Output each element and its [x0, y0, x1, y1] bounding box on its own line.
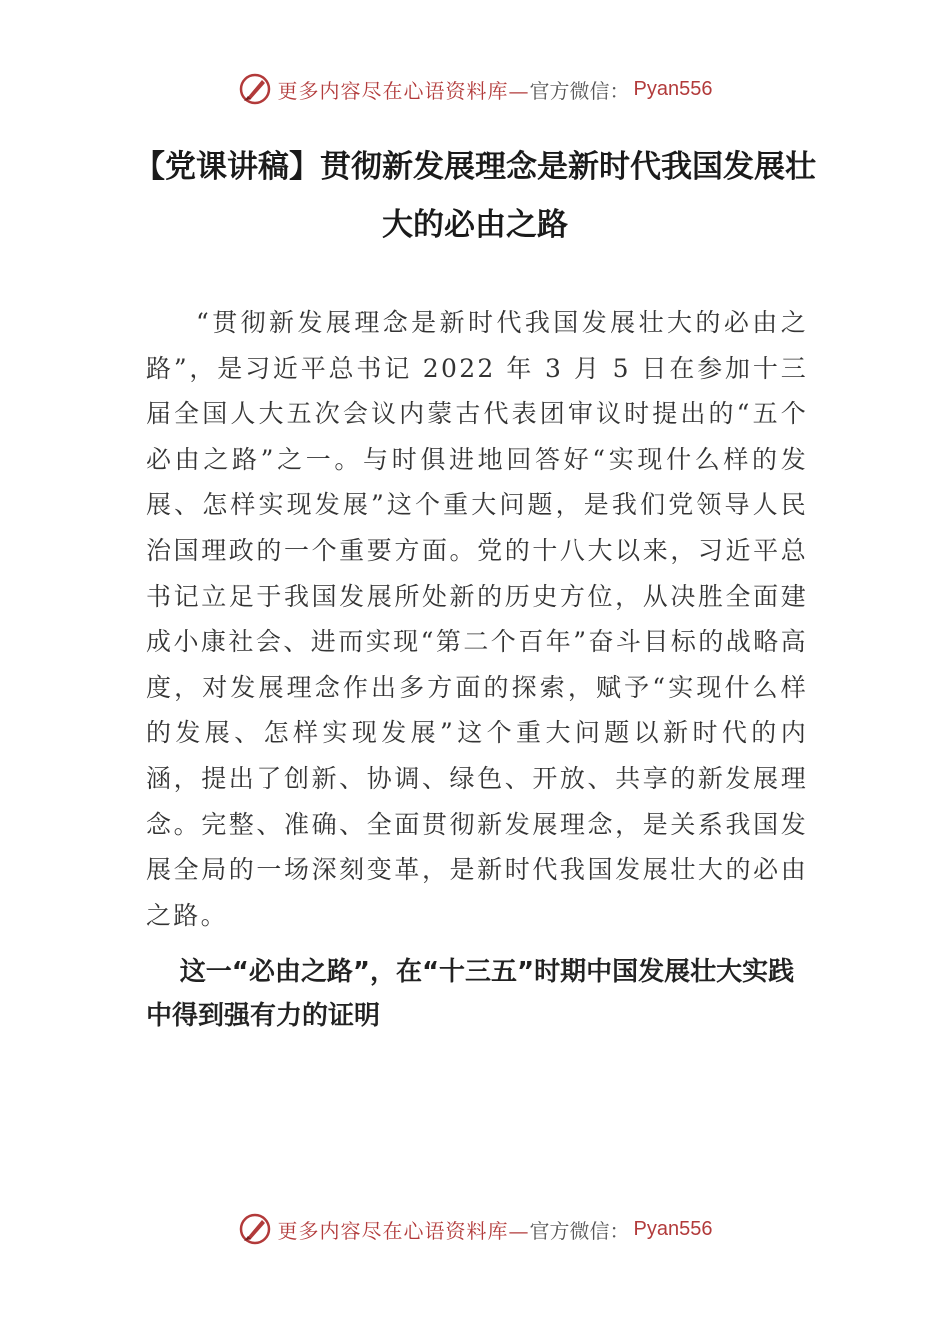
- watermark-text: 更多内容尽在心语资料库—: [277, 78, 530, 103]
- pen-logo-icon: [238, 1212, 272, 1246]
- watermark-id: Pyan556: [633, 77, 713, 100]
- section-subheading: 这一“必由之路”，在“十三五”时期中国发展壮大实践中得到强有力的证明: [146, 957, 795, 1031]
- watermark-label: 官方微信：: [529, 1218, 630, 1243]
- footer-watermark: [0, 1212, 950, 1246]
- watermark-text: 更多内容尽在心语资料库—: [277, 1218, 530, 1243]
- watermark-id: Pyan556: [633, 1217, 713, 1240]
- watermark-label: 官方微信：: [529, 78, 630, 103]
- document-title: 【党课讲稿】贯彻新发展理念是新时代我国发展壮大的必由之路: [134, 149, 816, 243]
- body-paragraph: “贯彻新发展理念是新时代我国发展壮大的必由之路”，是习近平总书记 2022 年 3 月 5 日在参加十三届全国人大五次会议内蒙古代表团审议时提出的“五个必由之路”之一。与时俱进地回答好“实现什么样的发展、怎样实现发展”这个重大问题，是我们党领导人民治国理政的一个重要方面。党的十八大以来，习近平总书记立足于我国发展所处新的历史方位，从决胜全面建成小康社会、进而实现“第二个百年”奋斗目标的战略高度，对发展理念作出多方面的探索，赋予“实现什么样的发展、怎样实现发展”这个重大问题以新时代的内涵，提出了创新、协调、绿色、开放、共享的新发展理念。完整、准确、全面贯彻新发展理念，是关系我国发展全局的一场深刻变革，是新时代我国发展壮大的必由之路。: [146, 308, 808, 930]
- pen-logo-icon: [238, 72, 272, 106]
- header-watermark: [0, 72, 950, 106]
